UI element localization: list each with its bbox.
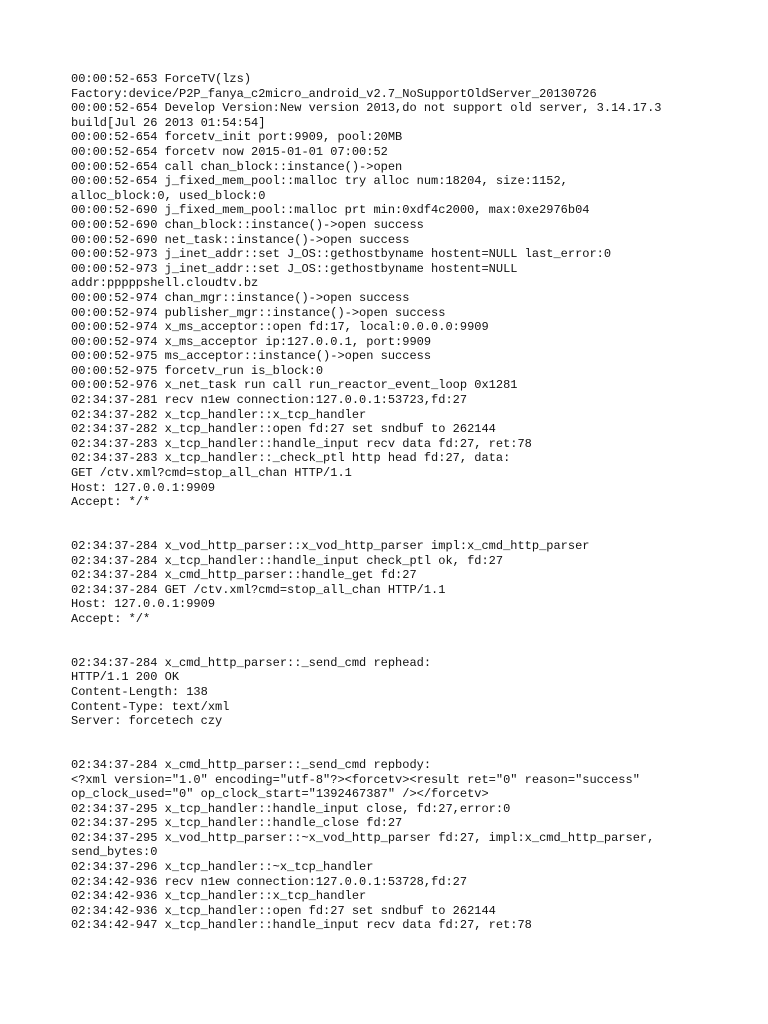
blank-line [71, 524, 761, 539]
log-line: GET /ctv.xml?cmd=stop_all_chan HTTP/1.1 [71, 466, 352, 481]
log-line: Host: 127.0.0.1:9909 [71, 597, 216, 612]
blank-line [71, 510, 761, 525]
log-line: 02:34:42-936 recv n1ew connection:127.0.0.1:53728,fd:27 [71, 874, 468, 889]
log-line: 02:34:37-295 x_tcp_handler::handle_close fd:27 [71, 816, 403, 831]
log-line: Factory:device/P2P_fanya_c2micro_android_v2.7_NoSupportOldServer_20130726 [71, 86, 597, 101]
log-line: 02:34:37-282 x_tcp_handler::x_tcp_handler [71, 407, 367, 422]
log-line: 00:00:52-653 ForceTV(lzs) [71, 72, 252, 86]
log-line: addr:pppppshell.cloudtv.bz [71, 276, 259, 291]
log-line: 02:34:37-284 x_cmd_http_parser::_send_cmd rephead: [71, 655, 432, 670]
blank-line [71, 641, 761, 656]
log-line: 00:00:52-975 forcetv_run is_block:0 [71, 363, 324, 378]
log-line: 00:00:52-690 j_fixed_mem_pool::malloc prt min:0xdf4c2000, max:0xe2976b04 [71, 203, 590, 218]
log-line: 02:34:37-283 x_tcp_handler::handle_input recv data fd:27, ret:78 [71, 436, 532, 451]
log-line: 00:00:52-973 j_inet_addr::set J_OS::gethostbyname hostent=NULL last_error:0 [71, 247, 612, 262]
log-line: 00:00:52-974 publisher_mgr::instance()->open success [71, 305, 446, 320]
log-line: 00:00:52-654 call chan_block::instance()->open [71, 159, 403, 174]
log-line: Content-Length: 138 [71, 684, 208, 699]
log-line: 00:00:52-976 x_net_task run call run_reactor_event_loop 0x1281 [71, 378, 518, 393]
log-line: 00:00:52-973 j_inet_addr::set J_OS::gethostbyname hostent=NULL [71, 261, 518, 276]
log-line: 00:00:52-654 forcetv now 2015-01-01 07:00:52 [71, 144, 388, 159]
log-line: 02:34:37-284 GET /ctv.xml?cmd=stop_all_chan HTTP/1.1 [71, 582, 446, 597]
log-line: 02:34:37-284 x_tcp_handler::handle_input check_ptl ok, fd:27 [71, 553, 504, 568]
log-line: 00:00:52-654 j_fixed_mem_pool::malloc try alloc num:18204, size:1152, [71, 174, 568, 189]
log-line: 00:00:52-654 Develop Version:New version 2013,do not support old server, 3.14.17.3 [71, 101, 662, 116]
blank-line [71, 743, 761, 758]
log-line: 00:00:52-974 x_ms_acceptor::open fd:17, local:0.0.0.0:9909 [71, 320, 489, 335]
log-line: 00:00:52-974 x_ms_acceptor ip:127.0.0.1, port:9909 [71, 334, 432, 349]
log-line: 02:34:37-282 x_tcp_handler::open fd:27 set sndbuf to 262144 [71, 422, 496, 437]
log-line: 02:34:42-936 x_tcp_handler::open fd:27 set sndbuf to 262144 [71, 903, 496, 918]
log-line: 02:34:37-295 x_vod_http_parser::~x_vod_http_parser fd:27, impl:x_cmd_http_parser, [71, 830, 655, 845]
log-line: 02:34:37-296 x_tcp_handler::~x_tcp_handler [71, 860, 374, 875]
log-line: 02:34:42-936 x_tcp_handler::x_tcp_handler [71, 889, 367, 904]
log-line: 02:34:37-284 x_cmd_http_parser::handle_get fd:27 [71, 568, 417, 583]
log-line: 02:34:37-295 x_tcp_handler::handle_input close, fd:27,error:0 [71, 801, 511, 816]
log-line: 00:00:52-975 ms_acceptor::instance()->open success [71, 349, 432, 364]
log-line: Content-Type: text/xml [71, 699, 230, 714]
log-line: 00:00:52-974 chan_mgr::instance()->open success [71, 290, 410, 305]
log-document [71, 72, 761, 933]
log-line: 02:34:37-284 x_vod_http_parser::x_vod_http_parser impl:x_cmd_http_parser [71, 539, 590, 553]
log-line: Server: forcetech czy [71, 714, 223, 729]
log-line: HTTP/1.1 200 OK [71, 670, 180, 685]
log-line: 02:34:37-283 x_tcp_handler::_check_ptl http head fd:27, data: [71, 451, 511, 466]
log-line: 00:00:52-690 chan_block::instance()->open success [71, 217, 424, 232]
log-line: 02:34:37-284 x_cmd_http_parser::_send_cmd repbody: [71, 757, 432, 772]
log-line: build[Jul 26 2013 01:54:54] [71, 115, 266, 130]
log-line: 02:34:42-947 x_tcp_handler::handle_input recv data fd:27, ret:78 [71, 918, 532, 933]
blank-line [71, 627, 761, 642]
log-line: send_bytes:0 [71, 845, 158, 860]
log-line: Host: 127.0.0.1:9909 [71, 480, 216, 495]
log-line: 00:00:52-654 forcetv_init port:9909, pool:20MB [71, 130, 403, 145]
log-line: 02:34:37-281 recv n1ew connection:127.0.0.1:53723,fd:27 [71, 393, 468, 408]
log-line: op_clock_used="0" op_clock_start="1392467387" /></forcetv> [71, 787, 489, 802]
log-line: alloc_block:0, used_block:0 [71, 188, 266, 203]
log-line: Accept: */* [71, 495, 151, 510]
blank-line [71, 729, 761, 744]
log-line: <?xml version="1.0" encoding="utf-8"?><forcetv><result ret="0" reason="success" [71, 772, 640, 787]
log-line: Accept: */* [71, 611, 151, 626]
log-line: 00:00:52-690 net_task::instance()->open success [71, 232, 410, 247]
